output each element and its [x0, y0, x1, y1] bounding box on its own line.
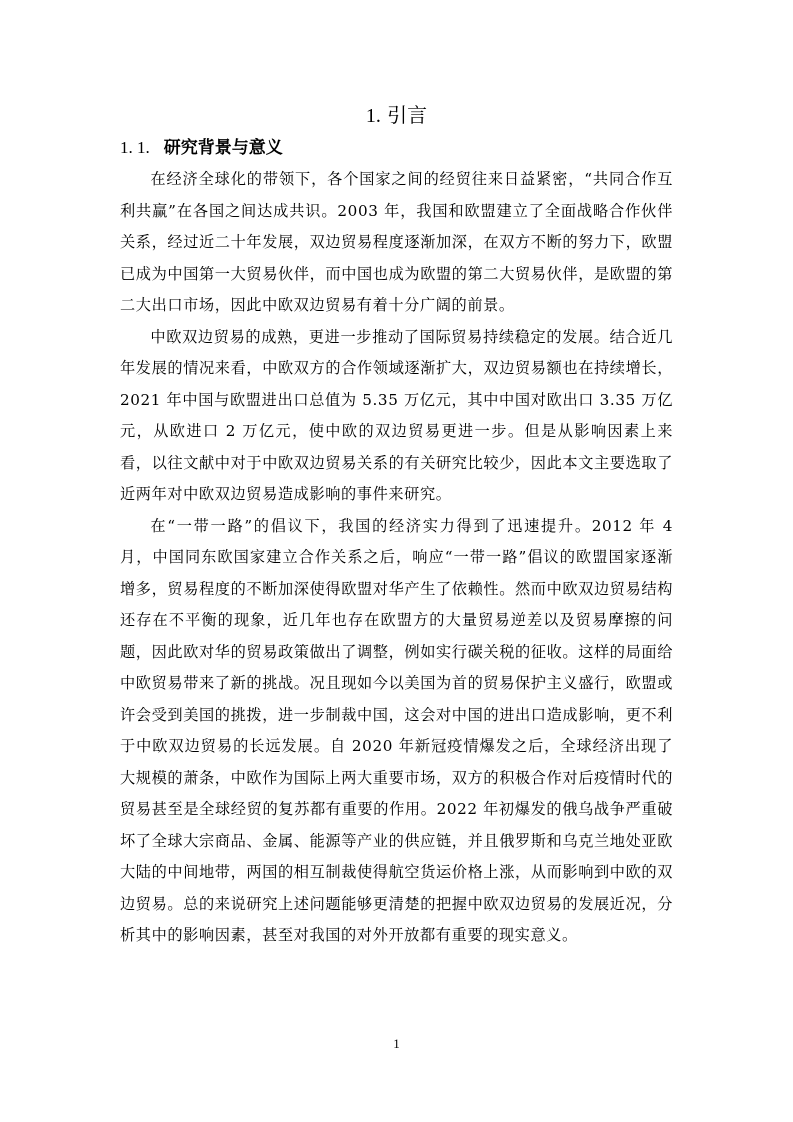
chapter-title-text: 引言: [387, 103, 428, 127]
chapter-title: [0, 100, 793, 131]
section-heading: [120, 134, 283, 162]
body-text: [120, 164, 673, 952]
chapter-number: 1.: [365, 105, 381, 127]
paragraph-3: 在“一带一路”的倡议下，我国的经济实力得到了迅速提升。2012 年 4 月，中国同东欧国家建立合作关系之后，响应“一带一路”倡议的欧盟国家逐渐增多，贸易程度的不断加深使得欧盟对华产生了依赖性。然而中欧双边贸易结构还存在不平衡的现象，近几年也存在欧盟方的大量贸易逆差以及贸易摩擦的问题，因此欧对华的贸易政策做出了调整，例如实行碳关税的征收。这样的局面给中欧贸易带来了新的挑战。况且现如今以美国为首的贸易保护主义盛行，欧盟或许会受到美国的挑拨，进一步制裁中国，这会对中国的进出口造成影响，更不利于中欧双边贸易的长远发展。自 2020 年新冠疫情爆发之后，全球经济出现了大规模的萧条，中欧作为国际上两大重要市场，双方的积极合作对后疫情时代的贸易甚至是全球经贸的复苏都有重要的作用。2022 年初爆发的俄乌战争严重破坏了全球大宗商品、金属、能源等产业的供应链，并且俄罗斯和乌克兰地处亚欧大陆的中间地带，两国的相互制裁使得航空货运价格上涨，从而影响到中欧的双边贸易。总的来说研究上述问题能够更清楚的把握中欧双边贸易的发展近况，分析其中的影响因素，甚至对我国的对外开放都有重要的现实意义。: [120, 516, 673, 944]
page-number: 1: [393, 1036, 400, 1051]
section-number: 1. 1.: [120, 138, 150, 157]
paragraph-1: 在经济全球化的带领下，各个国家之间的经贸往来日益紧密，“共同合作互利共赢”在各国之间达成共识。2003 年，我国和欧盟建立了全面战略合作伙伴关系，经过近二十年发展，双边贸易程度逐渐加深，在双方不断的努力下，欧盟已成为中国第一大贸易伙伴，而中国也成为欧盟的第二大贸易伙伴，是欧盟的第二大出口市场，因此中欧双边贸易有着十分广阔的前景。: [120, 170, 673, 314]
paragraph-2: 中欧双边贸易的成熟，更进一步推动了国际贸易持续稳定的发展。结合近几年发展的情况来看，中欧双方的合作领域逐渐扩大，双边贸易额也在持续增长，2021 年中国与欧盟进出口总值为 5.35 万亿元，其中中国对欧出口 3.35 万亿元，从欧进口 2 万亿元，使中欧的双边贸易更进一步。但是从影响因素上来看，以往文献中对于中欧双边贸易关系的有关研究比较少，因此本文主要选取了近两年对中欧双边贸易造成影响的事件来研究。: [120, 327, 673, 503]
section-title-text: 研究背景与意义: [163, 138, 283, 158]
